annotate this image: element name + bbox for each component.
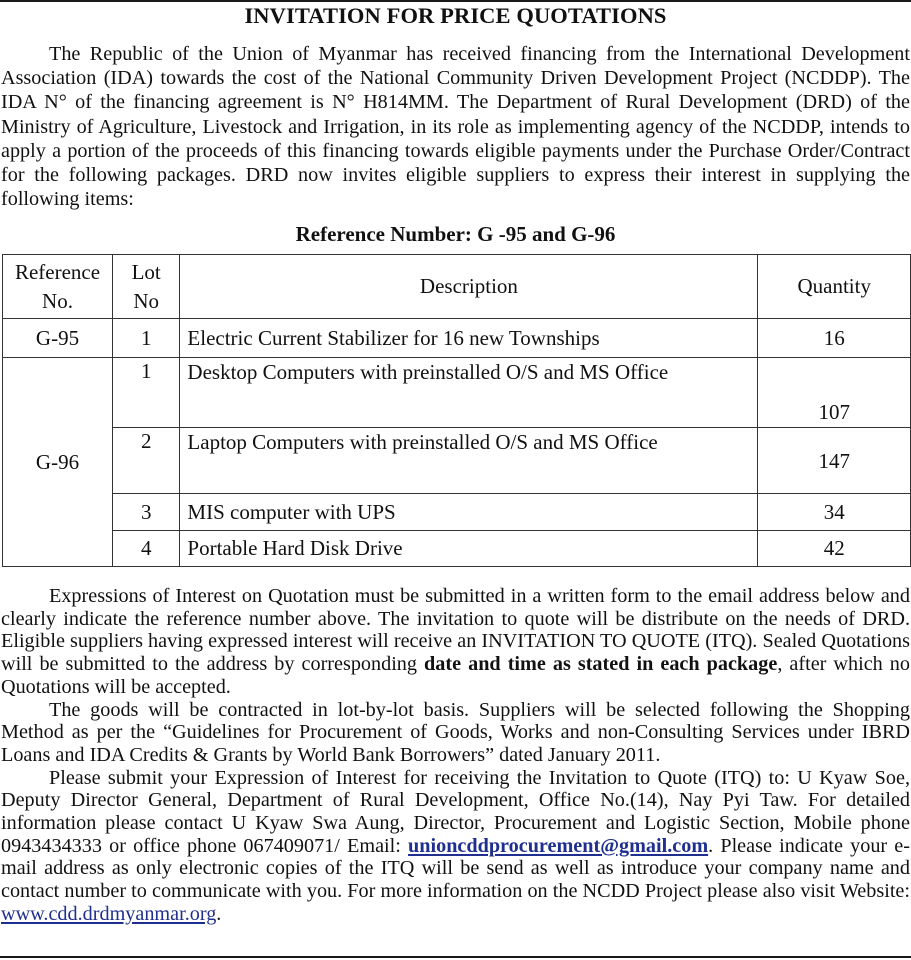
- description-cell: Portable Hard Disk Drive: [180, 531, 758, 567]
- table-row: [3, 428, 911, 494]
- description-cell: Laptop Computers with preinstalled O/S and MS Office: [180, 428, 758, 494]
- table-header-row: [3, 255, 911, 319]
- header-lot-no: Lot No: [112, 255, 179, 319]
- lot-cell: 1: [112, 319, 179, 358]
- intro-paragraph: The Republic of the Union of Myanmar has received financing from the International Development Association (IDA) towards the cost of the National Community Driven Development Project (NCDDP). The IDA N° of the financing agreement is N° H814MM. The Department of Rural Development (DRD) of the Ministry of Agriculture, Livestock and Irrigation, in its role as implementing agency of the NCDDP, intends to apply a portion of the proceeds of this financing towards eligible payments under the Purchase Order/Contract for the following packages. DRD now invites eligible suppliers to express their interest in supplying the following items:: [1, 43, 910, 211]
- description-cell: Electric Current Stabilizer for 16 new Townships: [180, 319, 758, 358]
- table-row: [3, 358, 911, 428]
- lot-cell: 4: [112, 531, 179, 567]
- body-text: [1, 585, 910, 926]
- contact-text-continued: . Please indicate your e-mail address as only electronic copies of the ITQ will be send as well as introduce your company name and contact number to communicate with you. For more information on the NCDD Project please also visit Website:: [1, 834, 910, 903]
- contact-paragraph: [1, 767, 910, 926]
- deadline-emphasis: date and time as stated in each package: [424, 653, 778, 676]
- submission-paragraph: [1, 585, 910, 699]
- table-row: [3, 494, 911, 531]
- header-quantity: Quantity: [758, 255, 911, 319]
- items-table: [2, 254, 911, 567]
- table-row: [3, 319, 911, 358]
- reference-number-heading: Reference Number: G -95 and G-96: [295, 222, 616, 246]
- document-title: INVITATION FOR PRICE QUOTATIONS: [244, 3, 667, 28]
- header-reference-no: Reference No.: [3, 255, 113, 319]
- reference-cell: G-96: [3, 358, 113, 567]
- lot-cell: 1: [112, 358, 179, 428]
- lot-cell: 2: [112, 428, 179, 494]
- email-link[interactable]: unioncddprocurement@gmail.com: [408, 834, 709, 857]
- submission-text-end: , after which no Quotations will be accepted.: [1, 653, 910, 698]
- website-link[interactable]: www.cdd.drdmyanmar.org: [1, 902, 217, 925]
- contact-text: Please submit your Expression of Interest for receiving the Invitation to Quote (ITQ) to: U Kyaw Soe, Deputy Director General, Department of Rural Development, Office No.(14), Nay Pyi Taw. For detailed information please contact U Kyaw Swa Aung, Director, Procurement and Logistic Section, Mobile phone 0943434333 or office phone 067409071/ Email:: [1, 766, 910, 857]
- lot-cell: 3: [112, 494, 179, 531]
- quantity-cell: 42: [758, 531, 911, 567]
- submission-text: Expressions of Interest on Quotation must be submitted in a written form to the email address below and clearly indicate the reference number above. The invitation to quote will be distribute on the needs of DRD. Eligible suppliers having expressed interest will receive an INVITATION TO QUOTE (ITQ). Sealed Quotations will be submitted to the address by corresponding: [1, 585, 910, 676]
- contract-method-paragraph: The goods will be contracted in lot-by-lot basis. Suppliers will be selected following the Shopping Method as per the “Guidelines for Procurement of Goods, Works and non-Consulting Services under IBRD Loans and IDA Credits & Grants by World Bank Borrowers” dated January 2011.: [1, 698, 910, 766]
- quantity-cell: 107: [758, 358, 911, 428]
- quantity-cell: 16: [758, 319, 911, 358]
- table-row: [3, 531, 911, 567]
- quantity-cell: 34: [758, 494, 911, 531]
- reference-cell: G-95: [3, 319, 113, 358]
- bottom-rule: [0, 956, 911, 958]
- quantity-cell: 147: [758, 428, 911, 494]
- description-cell: Desktop Computers with preinstalled O/S and MS Office: [180, 358, 758, 428]
- contact-text-end: .: [216, 902, 222, 925]
- header-description: Description: [180, 255, 758, 319]
- description-cell: MIS computer with UPS: [180, 494, 758, 531]
- top-rule: [0, 0, 911, 2]
